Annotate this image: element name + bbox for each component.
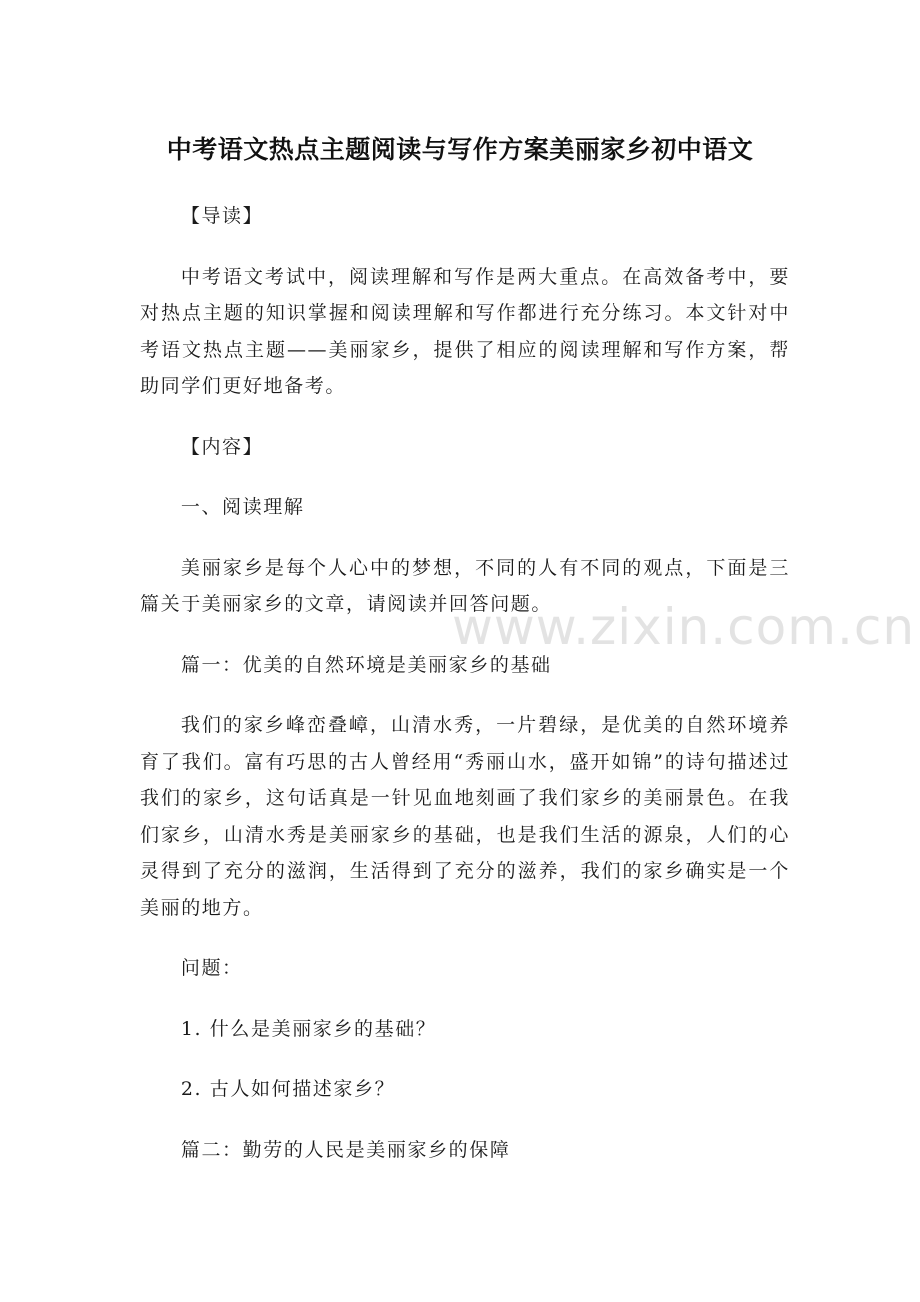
article-heading-1: 篇一：优美的自然环境是美丽家乡的基础 [180, 653, 552, 676]
article-heading-2: 篇二：勤劳的人民是美丽家乡的保障 [180, 1138, 511, 1161]
document-title: 中考语文热点主题阅读与写作方案美丽家乡初中语文 [166, 135, 754, 164]
question-1: 1. 什么是美丽家乡的基础？ [180, 1017, 437, 1040]
paragraph-reading-intro: 美丽家乡是每个人心中的梦想，不同的人有不同的观点，下面是三篇关于美丽家乡的文章，请阅读并回答问题。 [140, 556, 790, 615]
article-body-1: 我们的家乡峰峦叠嶂，山清水秀，一片碧绿，是优美的自然环境养育了我们。富有巧思的古人曾经用“秀丽山水，盛开如锦”的诗句描述过我们的家乡，这句话真是一针见血地刻画了我们家乡的美丽景色。在我们家乡，山清水秀是美丽家乡的基础，也是我们生活的源泉，人们的心灵得到了充分的滋润，生活得到了充分的滋养，我们的家乡确实是一个美丽的地方。 [140, 714, 790, 919]
question-2: 2. 古人如何描述家乡？ [180, 1078, 396, 1100]
questions-label: 问题： [180, 957, 243, 979]
watermark: www.zixin.com.cn [452, 598, 916, 656]
paragraph-intro: 中考语文考试中，阅读理解和写作是两大重点。在高效备考中，要对热点主题的知识掌握和阅读理解和写作都进行充分练习。本文针对中考语文热点主题——美丽家乡，提供了相应的阅读理解和写作方案，帮助同学们更好地备考。 [140, 265, 790, 397]
heading-guide: 【导读】 [180, 205, 264, 227]
section-heading-reading: 一、阅读理解 [180, 496, 305, 518]
document-body [140, 198, 790, 1192]
heading-content: 【内容】 [180, 435, 264, 458]
